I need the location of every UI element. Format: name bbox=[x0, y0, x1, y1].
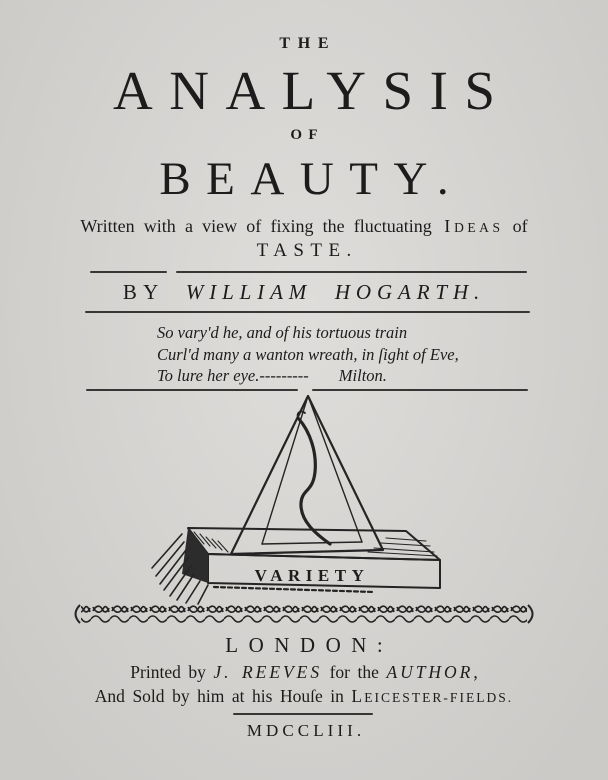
rule-above-year bbox=[233, 713, 373, 715]
epigraph-line: To lure her eye.--------- bbox=[157, 366, 309, 385]
imprint-text: , bbox=[473, 662, 478, 682]
rule-segment bbox=[312, 389, 528, 391]
rule-below-epigraph bbox=[0, 389, 608, 391]
epigraph-line-3 bbox=[157, 365, 487, 387]
subtitle-line bbox=[0, 216, 608, 237]
imprint-text: And Sold by him at his Houſe in bbox=[94, 686, 344, 706]
rule-below-byline bbox=[85, 311, 530, 313]
subtitle-text-end: of bbox=[512, 216, 528, 236]
page-title: ANALYSIS bbox=[113, 60, 512, 121]
epigraph-attribution: Milton. bbox=[338, 366, 387, 385]
place-name-initial: L bbox=[351, 686, 365, 706]
printer-name: J. REEVES bbox=[213, 662, 323, 682]
rule-segment bbox=[176, 271, 527, 273]
ideas-smallcaps: DEAS bbox=[454, 220, 504, 235]
imprint-text: for the bbox=[329, 662, 379, 682]
publication-year: MDCCLIII. bbox=[246, 721, 366, 740]
ornament-band bbox=[72, 603, 536, 625]
place-name: EICESTER-FIELDS. bbox=[364, 690, 514, 705]
byline bbox=[0, 280, 608, 305]
imprint-city: LONDON: bbox=[225, 633, 394, 657]
front-bottom-shading bbox=[214, 587, 374, 592]
double-rule-top bbox=[0, 271, 608, 273]
imprint-text: Printed by bbox=[130, 662, 206, 682]
publisher-name: AUTHOR bbox=[386, 662, 474, 682]
imprint-line-2 bbox=[0, 686, 608, 707]
ornament-pattern bbox=[81, 603, 527, 625]
imprint-line-1 bbox=[0, 662, 608, 683]
title-kicker: THE bbox=[279, 35, 337, 52]
epigraph bbox=[157, 322, 487, 387]
author-name: WILLIAM HOGARTH. bbox=[185, 280, 486, 304]
epigraph-line: Curl'd many a wanton wreath, in ſight of Eve, bbox=[157, 344, 459, 364]
byline-by: BY bbox=[122, 280, 165, 304]
pedestal-label: VARIETY bbox=[254, 566, 370, 585]
subtitle-taste: TASTE. bbox=[256, 240, 358, 261]
pyramid-emblem bbox=[124, 392, 484, 606]
ornament-right-cap bbox=[528, 605, 533, 623]
rule-segment bbox=[90, 271, 167, 273]
title-subject: BEAUTY. bbox=[159, 153, 465, 205]
title-connector: OF bbox=[290, 127, 324, 143]
subtitle-text: Written with a view of fixing the fluctuating bbox=[80, 216, 432, 236]
epigraph-line: So vary'd he, and of his tortuous train bbox=[157, 323, 408, 342]
ideas-smallcaps-initial: I bbox=[444, 216, 455, 236]
rule-segment bbox=[86, 389, 298, 391]
ornament-left-cap bbox=[76, 605, 81, 623]
